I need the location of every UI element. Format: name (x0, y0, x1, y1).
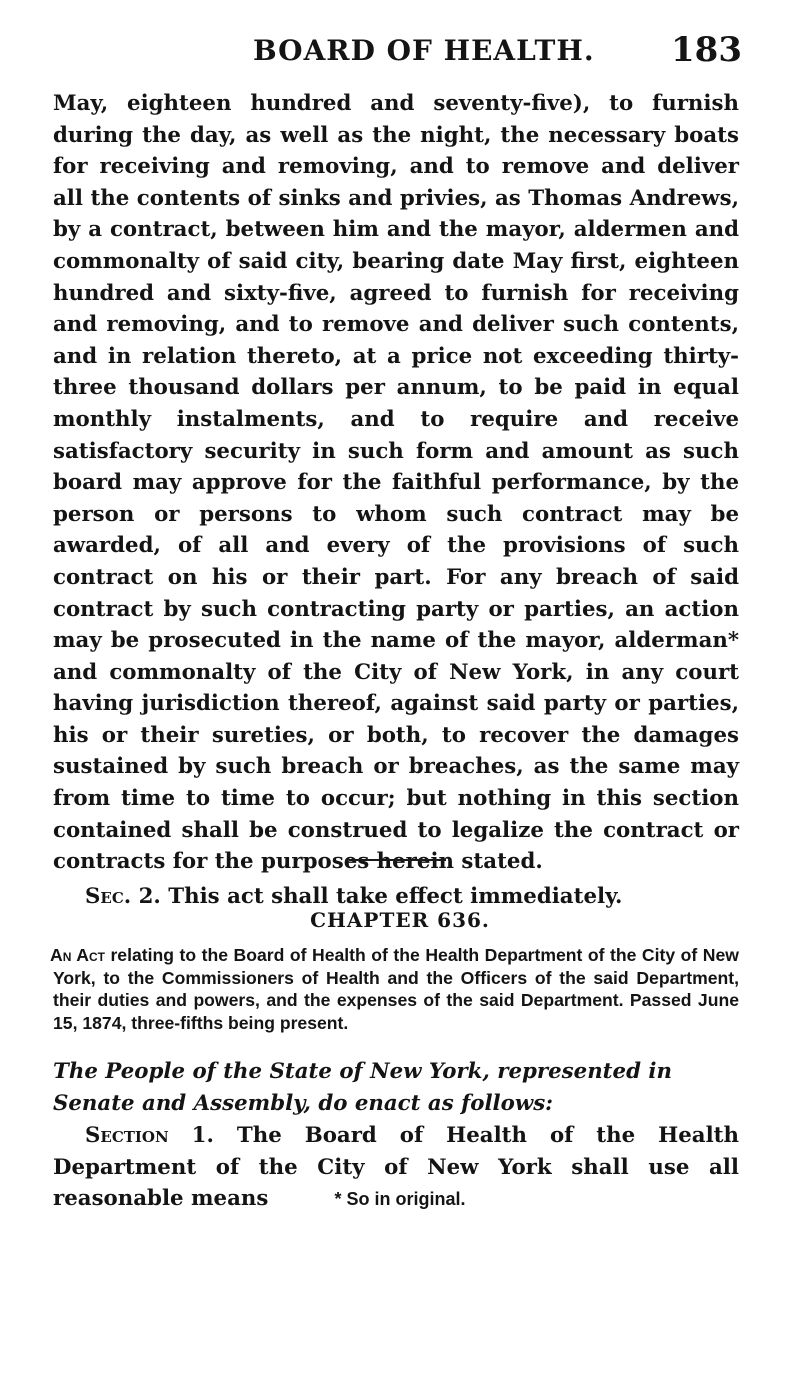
section-1-label: Section 1. (85, 1123, 214, 1148)
footnote: * So in original. (334, 1189, 466, 1209)
section-1-text: The Board of Health of the Health Department of the City of New York shall use all reasonable means (53, 1123, 739, 1212)
page-number: 183 (671, 30, 742, 70)
section-2-label: Sec. 2. (85, 883, 161, 909)
body-text (53, 88, 739, 912)
enacting-clause: The People of the State of New York, represented in Senate and Assembly, do enact as follows: (53, 1059, 672, 1116)
running-title: BOARD OF HEALTH. (253, 34, 595, 67)
continuation-paragraph: May, eighteen hundred and seventy-five), to furnish during the day, as well as the night, the necessary boats for receiving and removing, and to remove and deliver all the contents of sinks and privies, as Thomas Andrews, by a contract, between him and the mayor, aldermen and commonalty of said city, bearing date May first, eighteen hundred and sixty-five, agreed to furnish for receiving and removing, and to remove and deliver such contents, and in relation thereto, at a price not exceeding thirty-three thousand dollars per annum, to be paid in equal monthly instalments, and to require and receive satisfactory security in such form and amount as such board may approve for the faithful performance, by the person or persons to whom such contract may be awarded, of all and every of the provisions of such contract on his or their part. For any breach of said contract by such contracting party or parties, an action may be prosecuted in the name of the mayor, alderman* and commonalty of the City of New York, in any court having jurisdiction thereof, against said party or parties, his or their sureties, or both, to recover the damages sustained by such breach or breaches, as the same may from time to time to occur; but nothing in this section contained shall be construed to legalize the contract or contracts for the purposes herein stated. (53, 91, 739, 875)
chapter-description (50, 944, 739, 1034)
running-head (48, 30, 742, 78)
act-description: relating to the Board of Health of the Health Department of the City of New York, to the Commissioners of Health and the Officers of the said Department, their duties and powers, and the expenses of the said Department. Passed June 15, 1874, three-fifths being present. (53, 945, 739, 1033)
chapter-title: CHAPTER 636. (310, 908, 490, 932)
section-2-text: This act shall take effect immediately. (160, 883, 623, 909)
section-divider (349, 859, 446, 861)
act-lead: An Act (50, 945, 105, 965)
